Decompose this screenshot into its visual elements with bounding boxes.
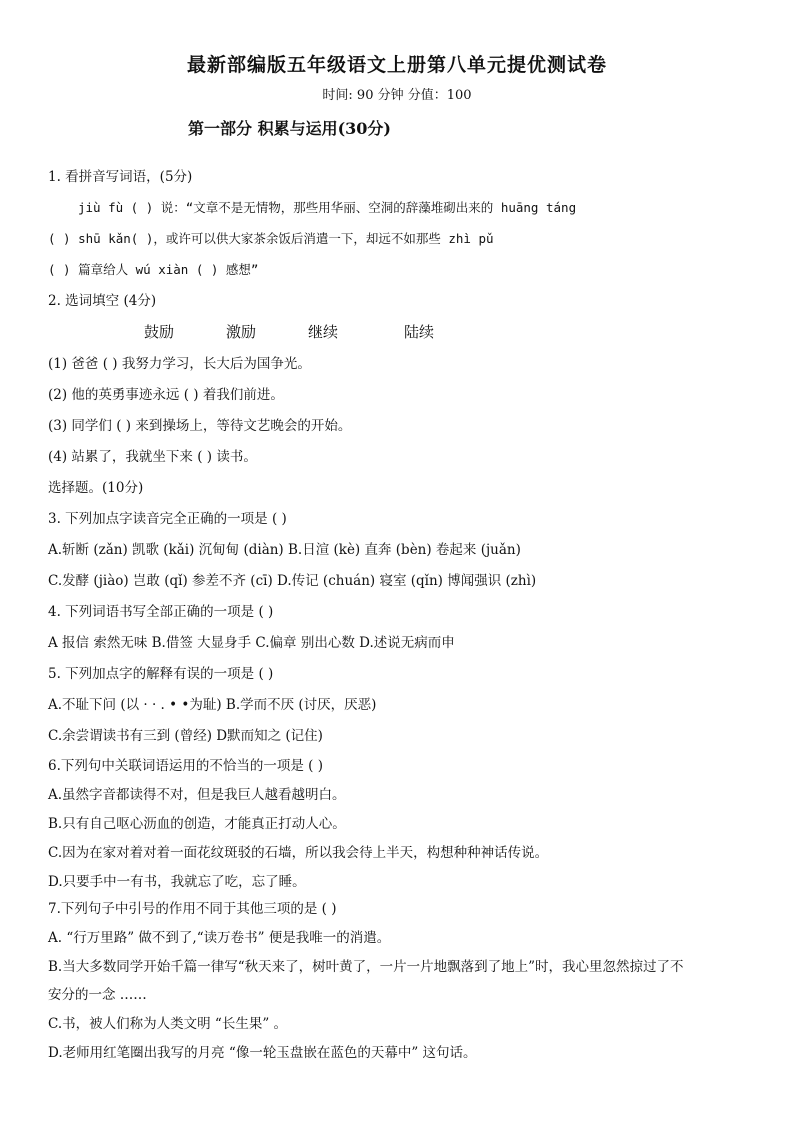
q5-options-2: C.余尝谓读书有三到 (曾经) D默而知之 (记住): [48, 728, 323, 744]
q4-stem: 4. 下列词语书写全部正确的一项是 ( ): [48, 604, 274, 620]
q6-option-a: A.虽然字音都读得不对，但是我巨人越看越明白。: [48, 787, 346, 803]
q3-stem: 3. 下列加点字读音完全正确的一项是 ( ): [48, 511, 287, 527]
q6-option-b: B.只有自己呕心沥血的创造，才能真正打动人心。: [48, 816, 346, 832]
q7-option-c: C.书，被人们称为人类文明 “长生果” 。: [48, 1016, 288, 1032]
q2-item-3: (3) 同学们 ( ) 来到操场上，等待文艺晚会的开始。: [48, 418, 352, 434]
word-option: 陆续: [404, 323, 435, 341]
q1-line-3: ( ) 篇章给人 wú xiàn ( ) 感想”: [48, 262, 259, 277]
q2-item-2: (2) 他的英勇事迹永远 ( ) 着我们前进。: [48, 387, 284, 403]
q3-options-1: A.斩断 (zǎn) 凯歌 (kǎi) 沉甸甸 (diàn) B.日渲 (kè) 直奔 (bèn) 卷起来 (juǎn): [48, 542, 521, 558]
q6-stem: 6.下列句中关联词语运用的不恰当的一项是 ( ): [48, 758, 323, 774]
q7-option-b-cont: 安分的一念 ……: [48, 987, 147, 1003]
q1-heading: 1. 看拼音写词语，(5分): [48, 169, 193, 185]
section-heading: 第一部分 积累与运用(30分): [188, 119, 391, 138]
q2-item-1: (1) 爸爸 ( ) 我努力学习，长大后为国争光。: [48, 356, 311, 372]
page-title: 最新部编版五年级语文上册第八单元提优测试卷: [186, 54, 607, 76]
word-option: 继续: [308, 323, 339, 341]
q7-option-a: A. “行万里路” 做不到了,“读万卷书” 便是我唯一的消遣。: [48, 930, 391, 946]
q7-stem: 7.下列句子中引号的作用不同于其他三项的是 ( ): [48, 901, 337, 917]
q6-option-d: D.只要手中一有书，我就忘了吃，忘了睡。: [48, 874, 306, 890]
word-option: 鼓励: [144, 323, 175, 341]
word-option: 激励: [226, 323, 257, 341]
exam-meta: 时间: 90 分钟 分值：100: [322, 88, 472, 103]
choice-heading: 选择题。(10分): [48, 480, 144, 496]
q2-item-4: (4) 站累了，我就坐下来 ( ) 读书。: [48, 449, 257, 465]
q5-options-1: A.不耻下问 (以 · · . • •为耻) B.学而不厌 (讨厌，厌恶): [48, 697, 377, 713]
q5-stem: 5. 下列加点字的解释有误的一项是 ( ): [48, 666, 274, 682]
q4-options: A 报信 索然无味 B.借签 大显身手 C.偏章 别出心数 D.述说无病而申: [48, 635, 455, 651]
q7-option-d: D.老师用红笔圈出我写的月亮 “像一轮玉盘嵌在蓝色的天幕中” 这句话。: [48, 1045, 477, 1061]
q6-option-c: C.因为在家对着对着一面花纹斑驳的石墙，所以我会待上半天，构想种种神话传说。: [48, 845, 549, 861]
q1-line-2: ( ) shū kǎn( )，或许可以供大家茶余饭后消遣一下，却远不如那些 zhì pǔ: [48, 231, 494, 246]
q2-heading: 2. 选词填空 (4分): [48, 293, 157, 309]
q2-word-bank: [144, 323, 434, 341]
q7-option-b: B.当大多数同学开始千篇一律写“秋天来了，树叶黄了，一片一片地飘落到了地上”时，我心里忽然掠过了不: [48, 959, 684, 975]
q1-line-1: jiù fù ( ) 说：“文章不是无情物，那些用华丽、空洞的辞藻堆砌出来的 huāng táng: [78, 200, 577, 215]
q3-options-2: C.发酵 (jiào) 岂敢 (qǐ) 参差不齐 (cī) D.传记 (chuán) 寝室 (qǐn) 博闻强识 (zhì): [48, 573, 537, 589]
